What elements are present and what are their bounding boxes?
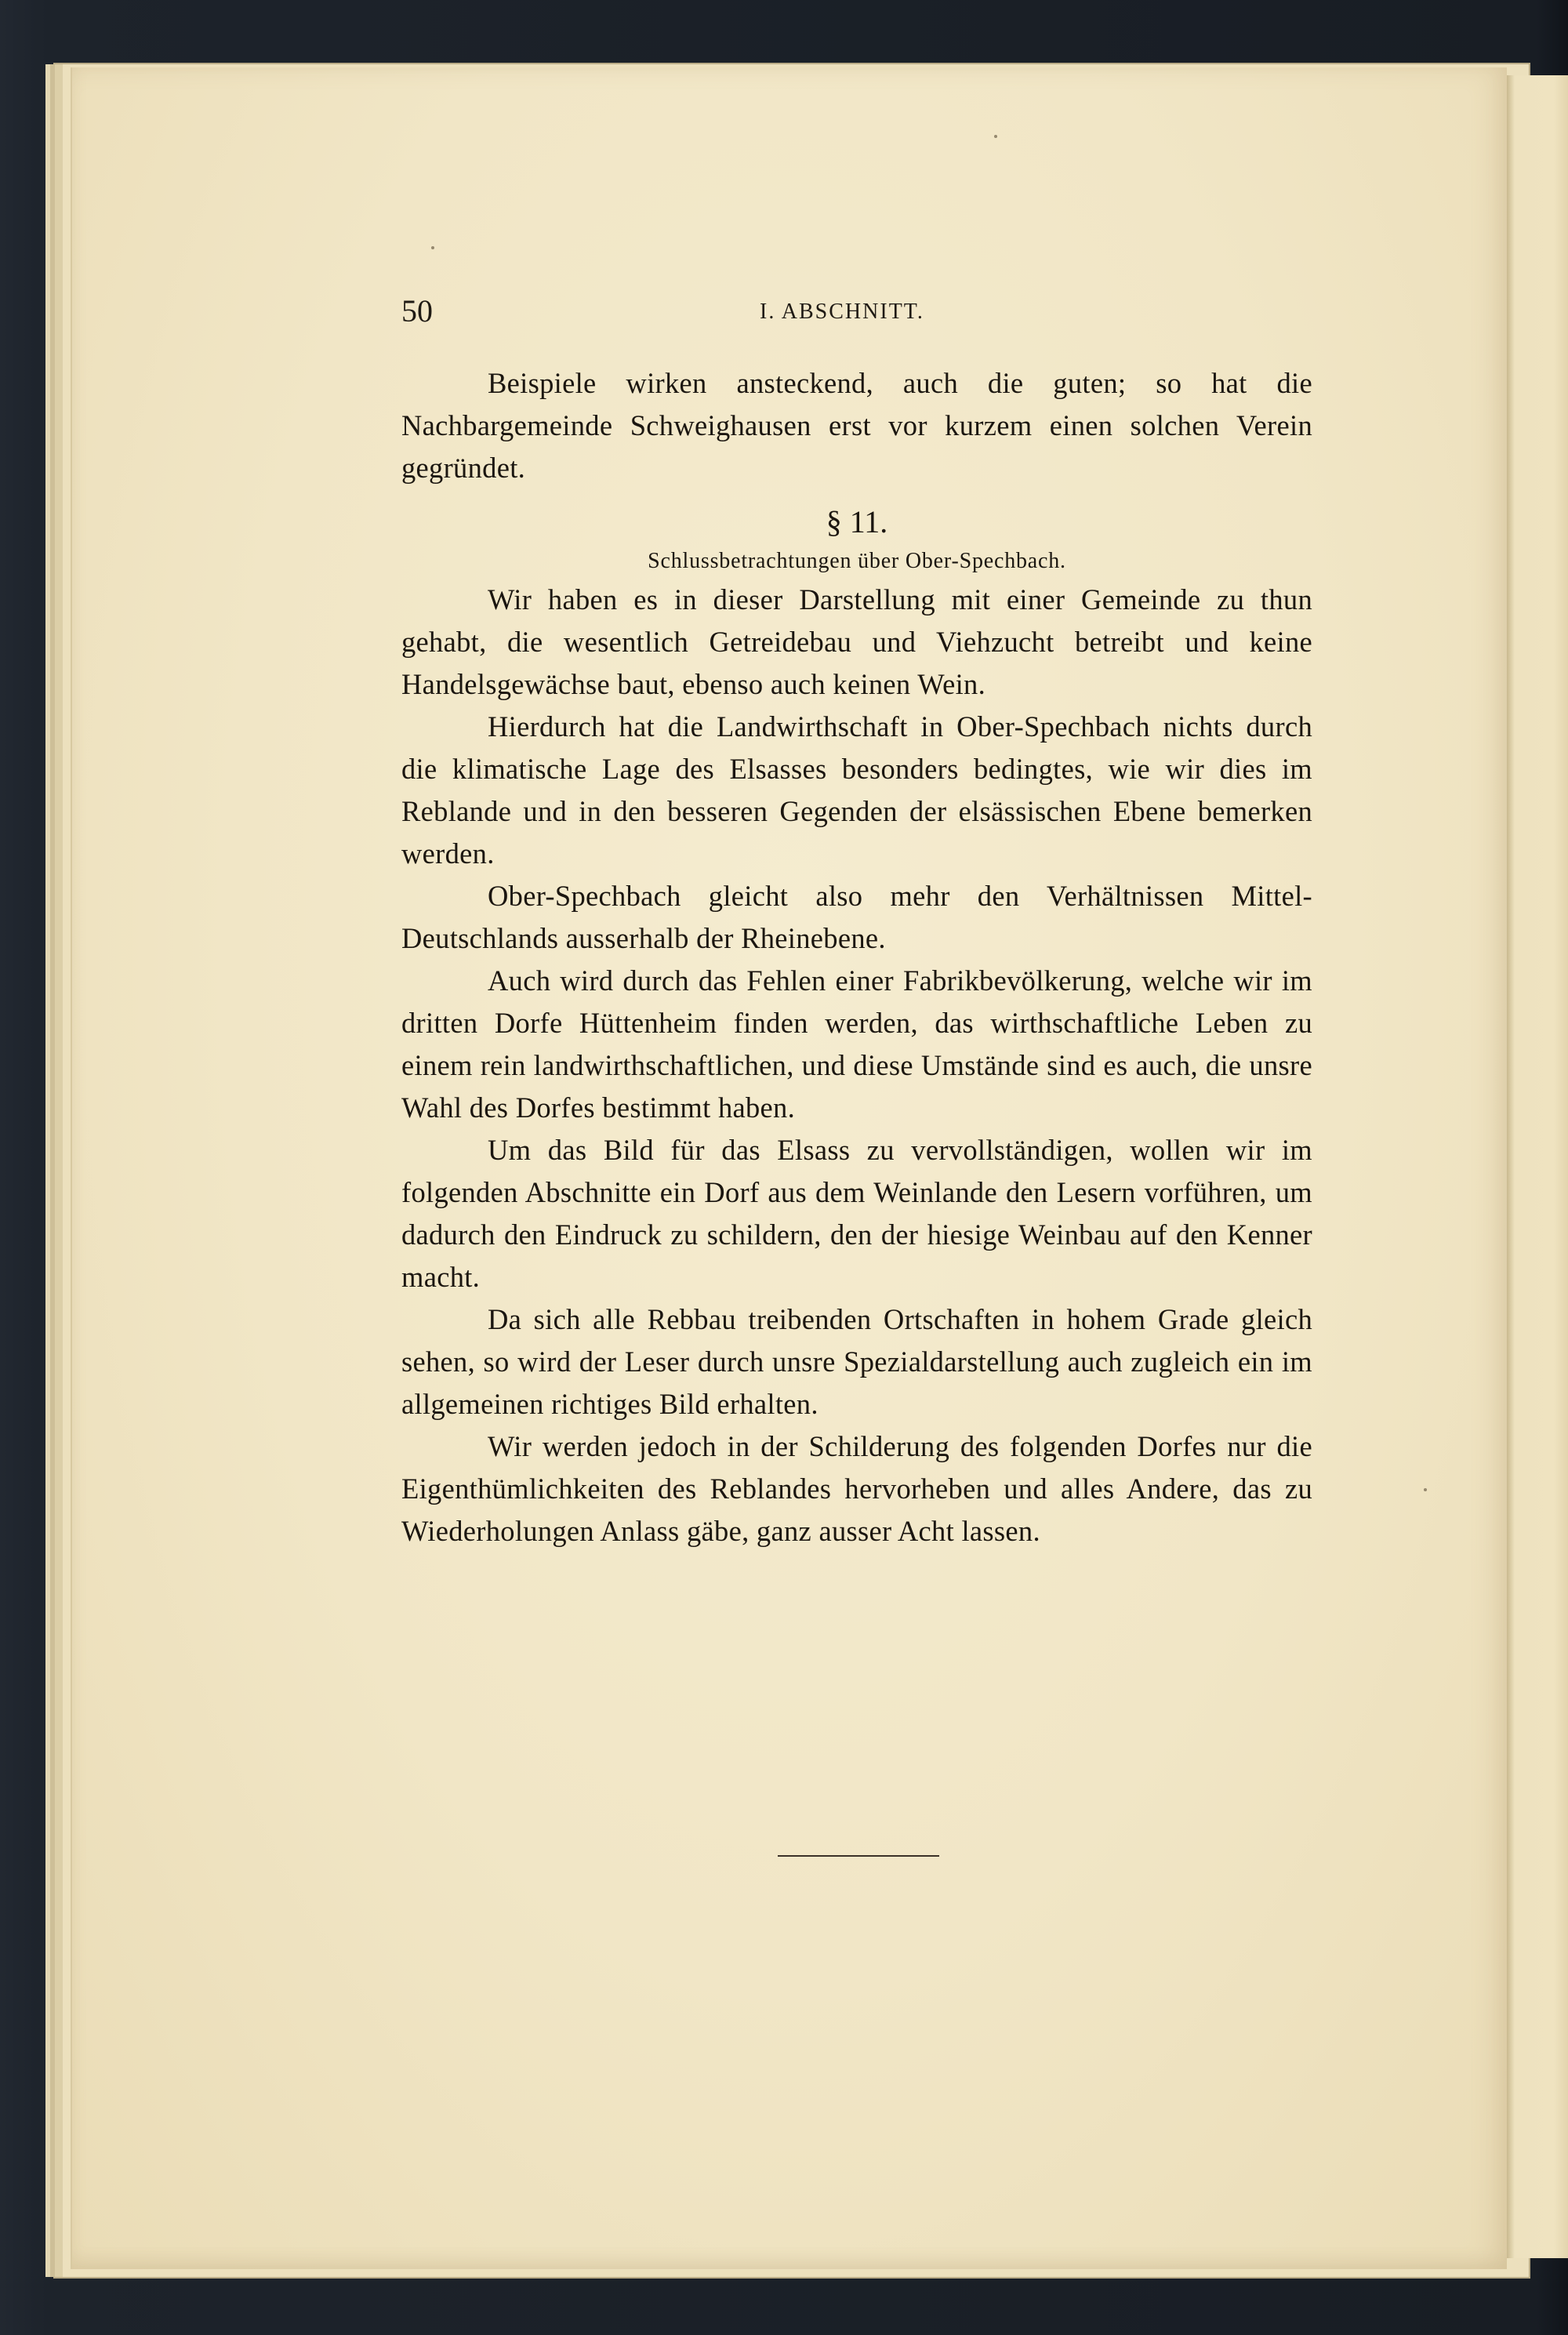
paragraph: Hierdurch hat die Landwirthschaft in Ober-Spechbach nichts durch die klimatische Lage des Elsasses besonders bedingtes, wie wir dies im Reblande und in den besseren Gegenden der elsässischen Ebene bemerken werden.: [401, 710, 1312, 870]
paragraph: Auch wird durch das Fehlen einer Fabrikbevölkerung, welche wir im dritten Dorfe Hüttenheim finden werden, das wirthschaftliche Leben zu einem rein landwirthschaftlichen, und diese Umstände sind es auch, die unsre Wahl des Dorfes bestimmt haben.: [401, 964, 1312, 1124]
paragraph: Wir werden jedoch in der Schilderung des folgenden Dorfes nur die Eigenthümlichkeiten des Reblandes hervorheben und alles Andere, das zu Wiederholungen Anlass gäbe, ganz ausser Acht lassen.: [401, 1430, 1312, 1547]
paragraph: Beispiele wirken ansteckend, auch die guten; so hat die Nachbargemeinde Schweighausen erst vor kurzem einen solchen Verein gegründet.: [401, 367, 1312, 484]
page-header: [401, 292, 1312, 331]
paragraph: Da sich alle Rebbau treibenden Ortschaften in hohem Grade gleich sehen, so wird der Leser durch unsre Spezialdarstellung auch zugleich ein im allgemeinen richtiges Bild erhalten.: [401, 1303, 1312, 1420]
paper-speck: [994, 135, 997, 138]
end-of-section-rule: [778, 1855, 939, 1857]
running-head: I. ABSCHNITT.: [760, 300, 924, 324]
paragraph: Ober-Spechbach gleicht also mehr den Verhältnissen Mittel-Deutschlands ausserhalb der Rheinebene.: [401, 880, 1312, 954]
paper-speck: [1424, 1488, 1427, 1491]
body-text: [401, 362, 1312, 1552]
paper-speck: [431, 246, 434, 249]
section-title: Schlussbetrachtungen über Ober-Spechbach.: [648, 549, 1066, 573]
paragraph: Wir haben es in dieser Darstellung mit einer Gemeinde zu thun gehabt, die wesentlich Getreidebau und Viehzucht betreibt und keine Handelsgewächse baut, ebenso auch keinen Wein.: [401, 583, 1312, 700]
section-number: § 11.: [826, 504, 888, 539]
facing-page-edge: [1505, 75, 1568, 2258]
paragraph: Um das Bild für das Elsass zu vervollständigen, wollen wir im folgenden Abschnitte ein Dorf aus dem Weinlande den Lesern vorführen, um dadurch den Eindruck zu schildern, den der hiesige Weinbau auf den Kenner macht.: [401, 1134, 1312, 1293]
page-number: 50: [401, 293, 433, 329]
